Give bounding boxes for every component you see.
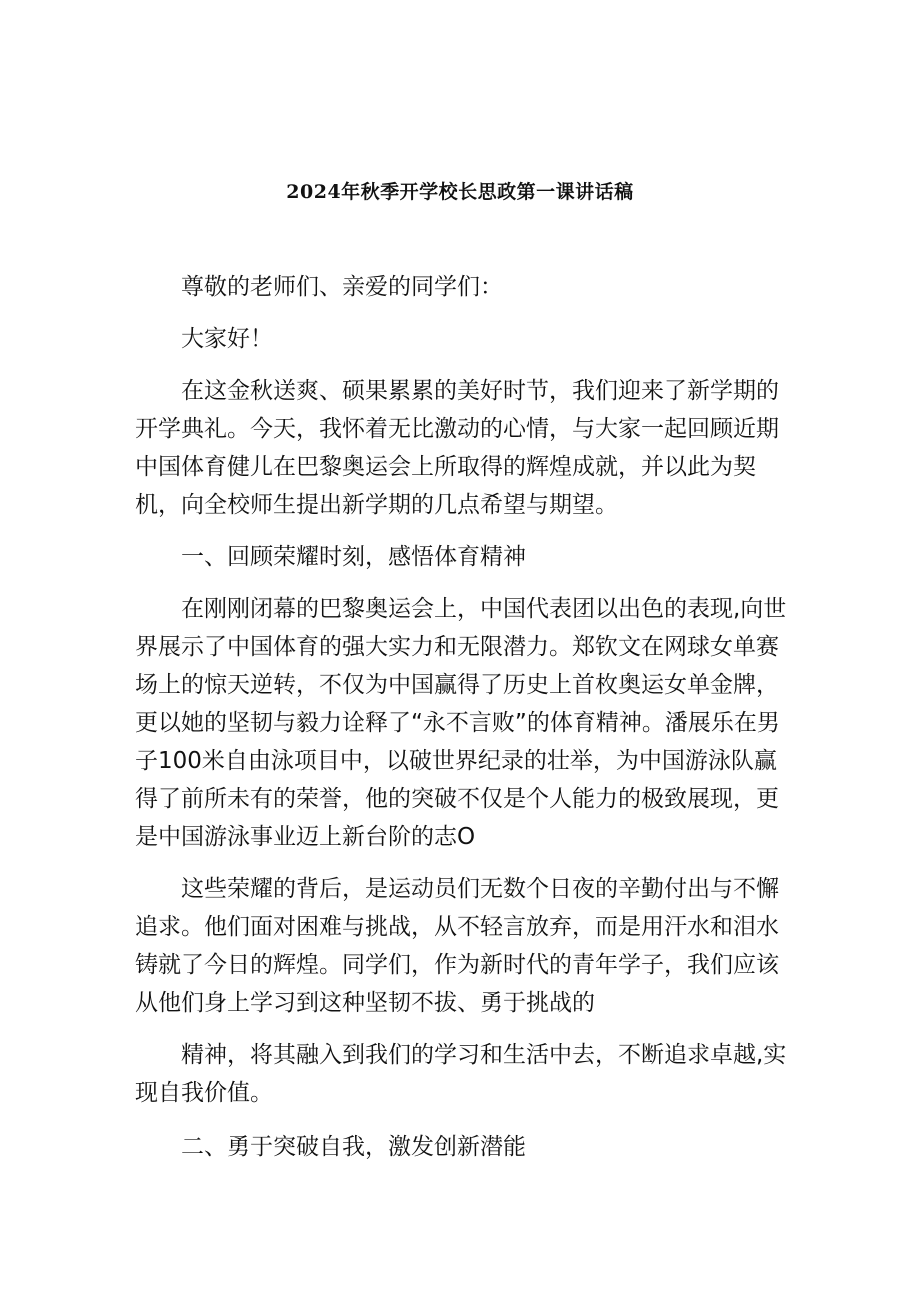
paragraph-glory: 这些荣耀的背后，是运动员们无数个日夜的辛勤付出与不懈追求。他们面对困难与挑战，从不轻言放弃，而是用汗水和泪水铸就了今日的辉煌。同学们，作为新时代的青年学子，我们应该从他们身上学习到这种坚韧不拔、勇于挑战的 [135, 876, 779, 1016]
document-title: 2024年秋季开学校长思政第一课讲话稿 [286, 181, 634, 203]
paragraph-spirit: 精神，将其融入到我们的学习和生活中去，不断追求卓越,实现自我价值。 [135, 1042, 787, 1106]
section-heading-1: 一、回顾荣耀时刻，感悟体育精神 [181, 544, 526, 570]
paragraph-olympics: 在刚刚闭幕的巴黎奥运会上，中国代表团以出色的表现,向世界展示了中国体育的强大实力和无限潜力。郑钦文在网球女单赛场上的惊天逆转，不仅为中国赢得了历史上首枚奥运女单金牌，更以她的坚韧与毅力诠释了“永不言败”的体育精神。潘展乐在男子100米自由泳项目中，以破世界纪录的壮举，为中国游泳队赢得了前所未有的荣誉，他的突破不仅是个人能力的极致展现，更是中国游泳事业迈上新台阶的志O [135, 596, 787, 850]
document-body [135, 268, 795, 1166]
section-heading-2: 二、勇于突破自我，激发创新潜能 [181, 1134, 526, 1160]
paragraph-salutation: 尊敬的老师们、亲爱的同学们： [181, 274, 503, 300]
paragraph-intro: 在这金秋送爽、硕果累累的美好时节，我们迎来了新学期的开学典礼。今天，我怀着无比激动的心情，与大家一起回顾近期中国体育健儿在巴黎奥运会上所取得的辉煌成就，并以此为契机，向全校师生提出新学期的几点希望与期望。 [135, 378, 779, 518]
paragraph-greeting: 大家好！ [181, 326, 273, 352]
